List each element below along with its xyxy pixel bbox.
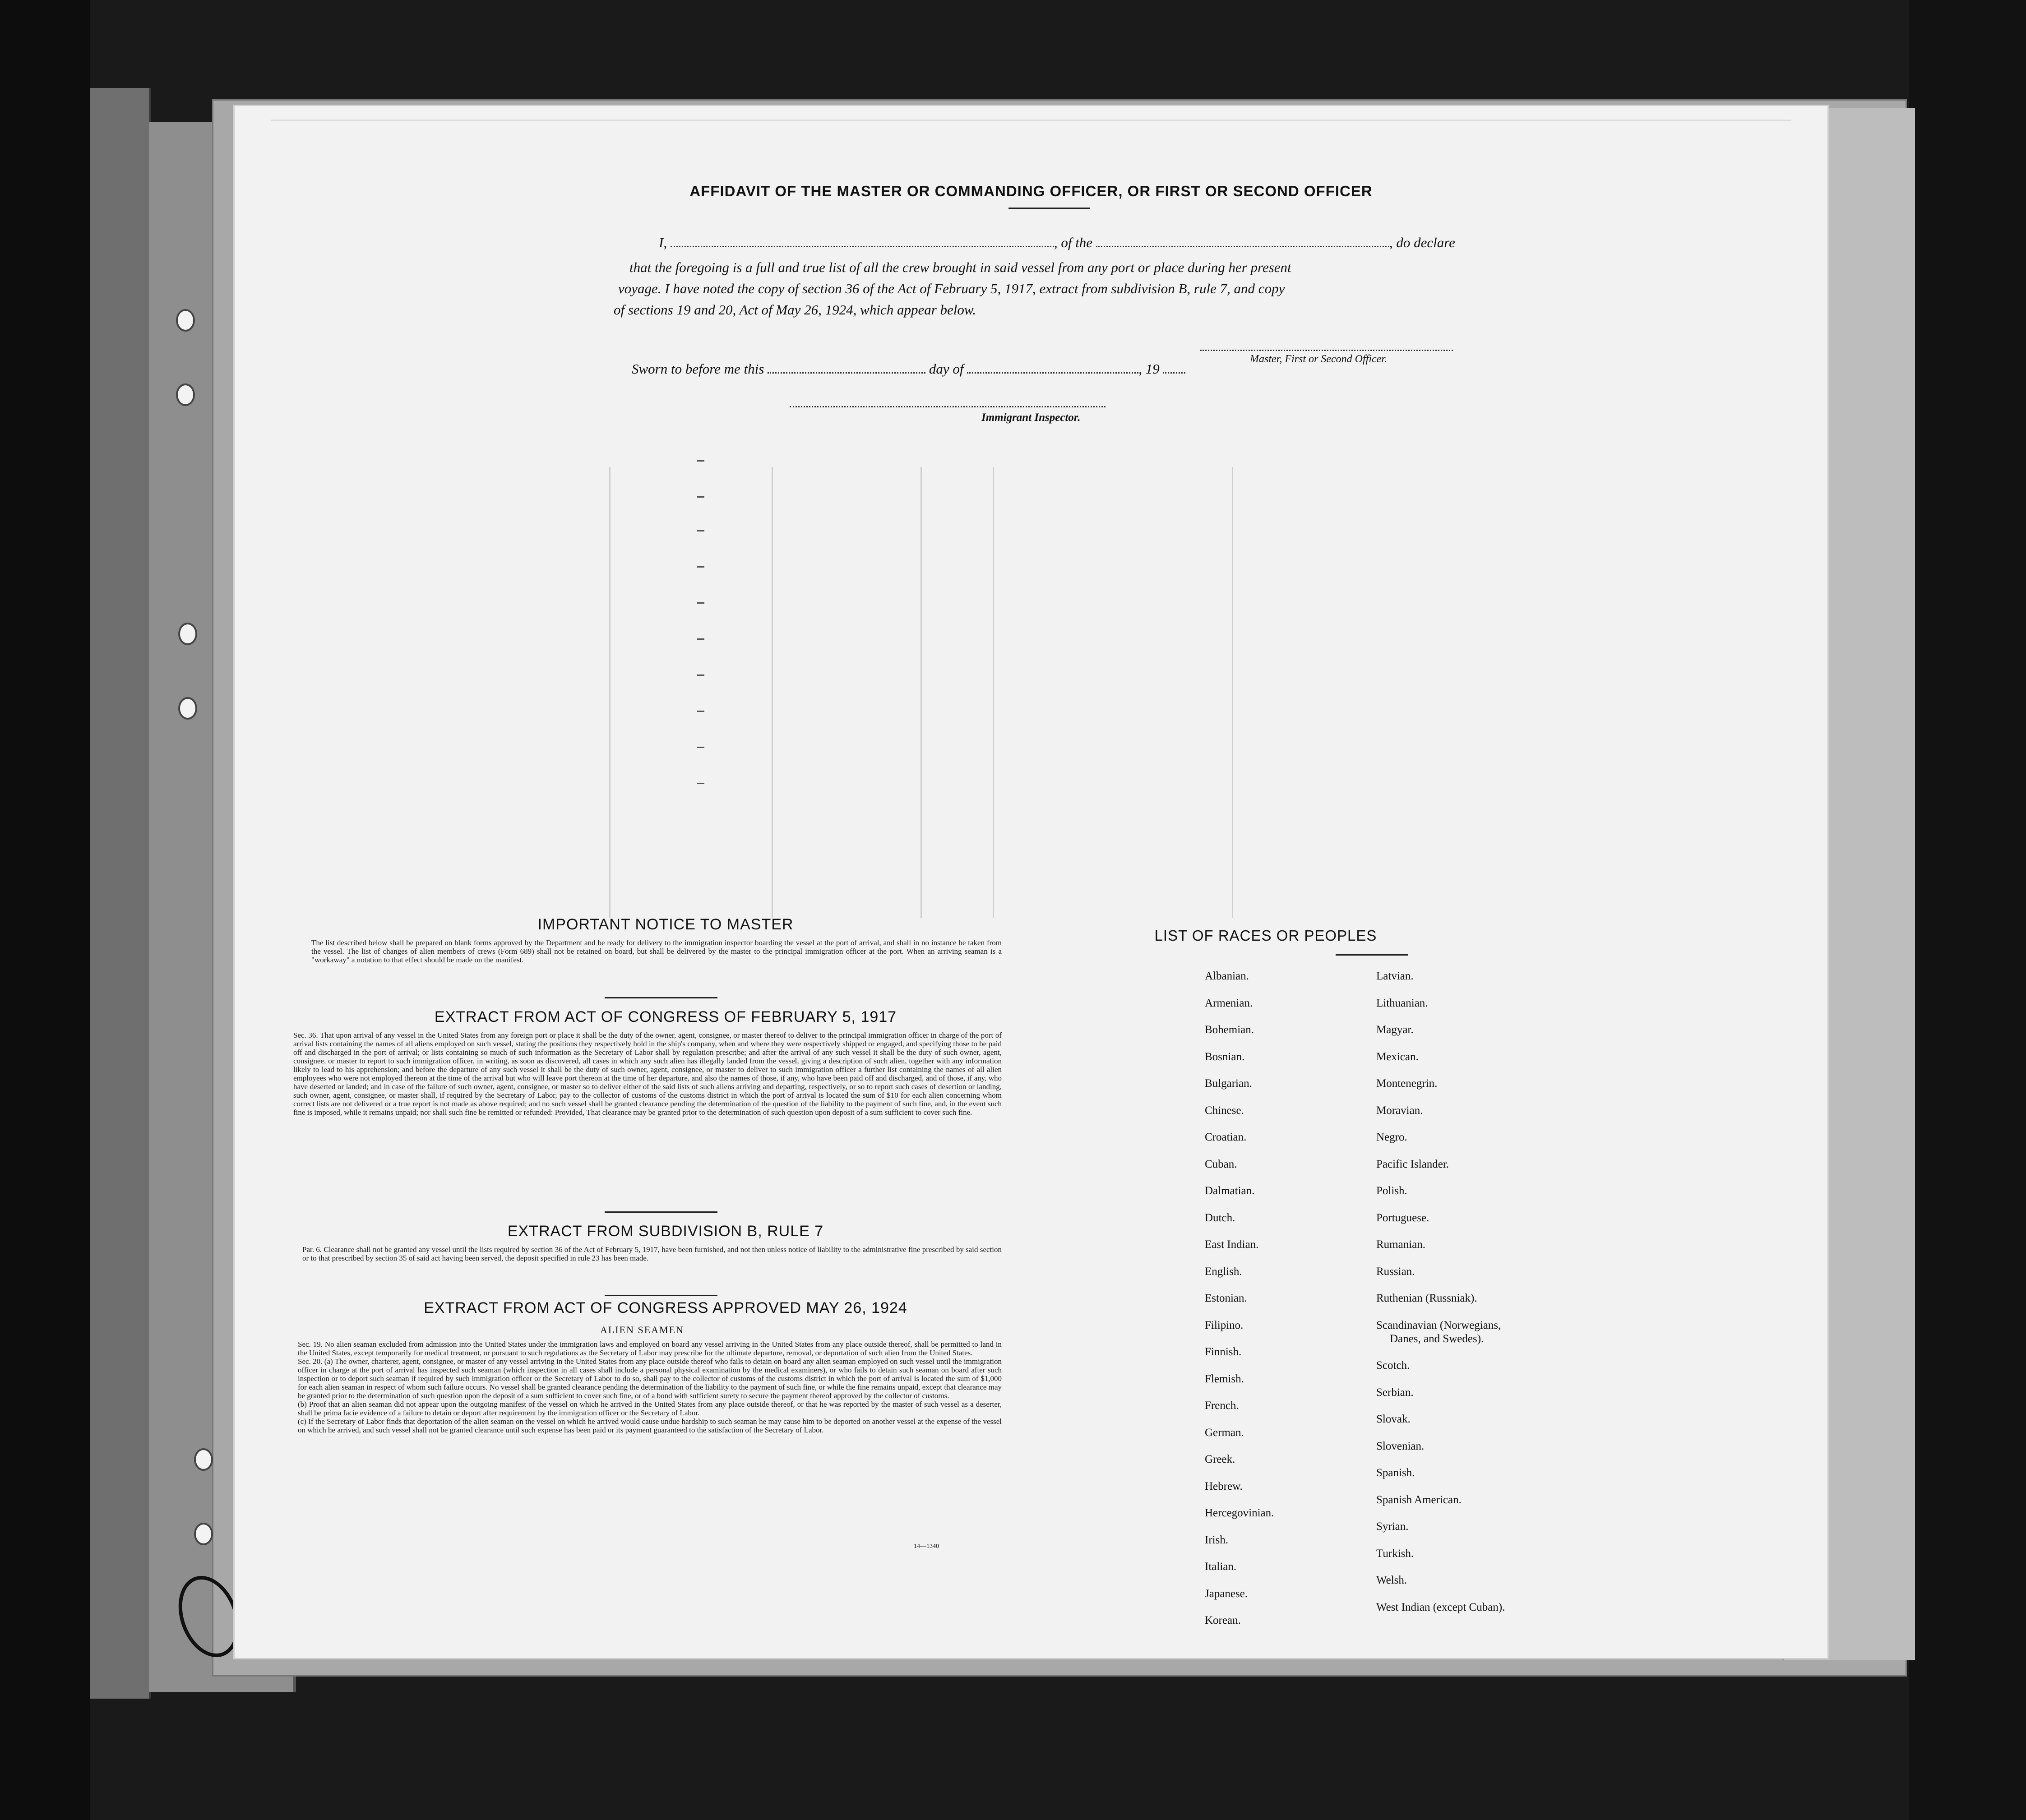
form-sheet	[235, 106, 1827, 1658]
extract-1924-title: EXTRACT FROM ACT OF CONGRESS APPROVED MAY 26, 1924	[424, 1299, 907, 1316]
master-label: Master, First or Second Officer.	[1250, 353, 1387, 365]
race-item: Slovenian.	[1376, 1440, 1425, 1452]
race-item: Bohemian.	[1205, 1024, 1254, 1036]
race-item: Welsh.	[1376, 1574, 1407, 1586]
race-item: Scandinavian (Norwegians,	[1376, 1319, 1501, 1331]
race-item: Hercegovinian.	[1205, 1507, 1274, 1519]
race-item: Armenian.	[1205, 997, 1253, 1009]
race-item: Rumanian.	[1376, 1238, 1426, 1251]
race-item: Lithuanian.	[1376, 997, 1428, 1009]
of-the-label: , of the	[1054, 235, 1093, 250]
extract-1917-text: Sec. 36. That upon arrival of any vessel in the United States from any foreign port or place it shall be the duty of the owner, agent, consignee, or master thereof to deliver to the principal immigration officer in charge of the port of arrival lists containing the names of all aliens employed on such vessel, stating the positions they respectively hold in the ship's company, when and where they were respectively shipped or engaged, and specifying those to be paid off and discharged in the port of arrival; or lists containing so much of such information as the Secretary of Labor shall by regulation prescribe; and after the arrival of any such vessel it shall be the duty of such owner, agent, consignee, or master to report to such immigration officer, in writing, as soon as discovered, all cases in which any such alien has illegally landed from the vessel, giving a description of such alien, together with any information likely to lead to his apprehension; and before the departure of any such vessel it shall be the duty of such owner, agent, consignee, or master to deliver to such immigration officer a further list containing the names of all alien employees who were not employed thereon at the time of the arrival but who will leave port thereon at the time of her departure, and also the names of those, if any, who have been paid off and discharged, and of those, if any, who have deserted or landed; and in case of the failure of such owner, agent, consignee, or master so to deliver either of the said lists of such aliens arriving and departing, respectively, or so to report such cases of desertion or landing, such owner, agent, consignee, or master shall, if required by the Secretary of Labor, pay to the collector of customs of the customs district in which the port of arrival is located the sum of $10 for each alien concerning whom correct lists are not delivered or a true report is not made as above required; and no such vessel shall be granted clearance pending the determination of the question of the liability to the payment of such fine, and, in the event such fine is imposed, while it remains unpaid; nor shall such fine be remitted or refunded: Provided, That clearance may be granted prior to the determination of such question upon deposit of a sum sufficient to cover such fine.	[293, 1031, 1002, 1117]
punch-hole	[194, 1448, 213, 1471]
race-item: Latvian.	[1376, 970, 1414, 982]
race-item: German.	[1205, 1426, 1244, 1439]
bleed-through-dash	[697, 783, 704, 784]
race-item: French.	[1205, 1400, 1239, 1412]
race-item: Portuguese.	[1376, 1211, 1429, 1224]
race-item: Scotch.	[1376, 1359, 1410, 1372]
race-item: Polish.	[1376, 1185, 1407, 1197]
race-item: Serbian.	[1376, 1386, 1414, 1399]
bleed-through-dash	[697, 674, 704, 676]
inspector-label: Immigrant Inspector.	[981, 411, 1081, 424]
notice-text: The list described below shall be prepared on blank forms approved by the Department and be ready for delivery to the immigration inspector boarding the vessel at the port of arrival, and shall in no instance be taken from the vessel. The list of changes of alien members of crews (Form 689) shall not be retained on board, but shall be delivered by the master to the principal immigration officer at the port. When an arriving seaman is a "workaway" a notation to that effect should be made on the manifest.	[311, 938, 1002, 964]
bleed-through-line	[772, 467, 773, 918]
extract-1924-text: Sec. 19. No alien seaman excluded from admission into the United States under the immigration laws and employed on board any vessel arriving in the United States from any place outside thereof, shall be permitted to land in the United States, except temporarily for medical treatment, or pursuant to such regulations as the Secretary of Labor may prescribe for the ultimate departure, removal, or deportation of such alien from the United States. Sec. 20. (a) The owner, charterer, agent, consignee, or master of any vessel arriving in the United States from any place outside thereof who fails to detain on board any alien seaman employed on such vessel until the immigration officer in charge at the port of arrival has inspected such seaman (which inspection in all cases shall include a personal physical examination by the medical examiners), or who fails to detain such seaman on board after such inspection or to deport such seaman if required by such immigration officer or the Secretary of Labor to do so, shall pay to the collector of customs of the customs district in which the port of arrival is located the sum of $1,000 for each alien seaman in respect of whom such failure occurs. No vessel shall be granted clearance pending the determination of the liability to the payment of such fine, or while the fine remains unpaid, except that clearance may be granted prior to the determination of such question upon the deposit of a sum sufficient to cover such fine, or of a bond with sufficient surety to secure the payment thereof approved by the collector of customs. (b) Proof that an alien seaman did not appear upon the outgoing manifest of the vessel on which he arrived in the United States from any place outside thereof, or that he was reported by the master of such vessel as a deserter, shall be prima facie evidence of a failure to detain or deport after requirement by the immigration officer or the Secretary of Labor. (c) If the Secretary of Labor finds that deportation of the alien seaman on the vessel on which he arrived would cause undue hardship to such seaman he may cause him to be deported on another vessel at the expense of the vessel on which he arrived, and such vessel shall not be granted clearance until such expense has been paid or its payment guaranteed to the satisfaction of the Secretary of Labor.	[298, 1340, 1002, 1434]
race-item: Estonian.	[1205, 1292, 1247, 1304]
punch-hole	[178, 623, 197, 645]
sworn-line	[632, 361, 1185, 377]
rule7-rule	[605, 1295, 717, 1296]
rule7-text: Par. 6. Clearance shall not be granted any vessel until the lists required by section 36 of the Act of February 5, 1917, have been furnished, and not then unless notice of liability to the administrative fine prescribed by said section or to that prescribed by section 35 of said act having been served, the deposit specified in rule 23 has been made.	[302, 1245, 1002, 1262]
affidavit-line-4: of sections 19 and 20, Act of May 26, 1924, which appear below.	[614, 302, 976, 318]
punch-hole	[194, 1523, 213, 1545]
rule7-title: EXTRACT FROM SUBDIVISION B, RULE 7	[507, 1223, 824, 1240]
bleed-through-line	[920, 467, 922, 918]
binder-strip	[90, 88, 151, 1699]
notice-rule	[605, 997, 717, 998]
race-item: Dutch.	[1205, 1211, 1235, 1224]
form-number: 14—1340	[914, 1543, 939, 1550]
race-item: Dalmatian.	[1205, 1185, 1255, 1197]
bleed-through-dash	[697, 530, 704, 531]
scan-edge-right	[1909, 0, 2026, 1820]
vessel-blank	[1096, 246, 1389, 247]
punch-hole	[178, 697, 197, 720]
year-blank	[1163, 372, 1185, 374]
race-item: Italian.	[1205, 1561, 1237, 1573]
race-item: Filipino.	[1205, 1319, 1244, 1331]
bleed-through-dash	[697, 747, 704, 748]
name-blank	[671, 246, 1054, 247]
sheet-top-edge	[271, 120, 1791, 121]
race-item: Albanian.	[1205, 970, 1249, 982]
bleed-through-dash	[697, 711, 704, 712]
race-item: Slovak.	[1376, 1413, 1411, 1425]
races-rule	[1336, 954, 1408, 956]
race-item: Japanese.	[1205, 1587, 1248, 1600]
do-declare-label: , do declare	[1389, 235, 1455, 250]
bleed-through-line	[609, 467, 611, 918]
sworn-day-label: day of	[929, 361, 964, 377]
extract-1917-title: EXTRACT FROM ACT OF CONGRESS OF FEBRUARY 5, 1917	[434, 1008, 897, 1025]
race-item: Magyar.	[1376, 1024, 1414, 1036]
bleed-through-line	[1232, 467, 1233, 918]
affidavit-line-3: voyage. I have noted the copy of section 36 of the Act of February 5, 1917, extract from subdivision B, rule 7, and copy	[618, 281, 1285, 296]
bleed-through-dash	[697, 602, 704, 604]
race-item: Ruthenian (Russniak).	[1376, 1292, 1477, 1304]
race-item: Greek.	[1205, 1453, 1235, 1465]
race-item: Russian.	[1376, 1265, 1415, 1278]
month-blank	[967, 372, 1138, 374]
race-item: Turkish.	[1376, 1547, 1414, 1560]
race-item: Montenegrin.	[1376, 1077, 1438, 1090]
race-item: Croatian.	[1205, 1131, 1247, 1143]
race-item: Irish.	[1205, 1534, 1229, 1546]
race-item: Moravian.	[1376, 1104, 1423, 1117]
punch-hole	[176, 383, 195, 406]
race-item: East Indian.	[1205, 1238, 1259, 1251]
race-item: Bulgarian.	[1205, 1077, 1252, 1090]
sworn-year-label: , 19	[1138, 361, 1160, 377]
race-item: Finnish.	[1205, 1346, 1242, 1358]
race-item: Korean.	[1205, 1614, 1241, 1626]
race-item: Flemish.	[1205, 1372, 1244, 1385]
affidavit-line-2: that the foregoing is a full and true list of all the crew brought in said vessel from any port or place during her present	[629, 259, 1291, 275]
bleed-through-dash	[697, 638, 704, 640]
alien-seamen-subtitle: ALIEN SEAMEN	[600, 1324, 684, 1335]
bleed-through-dash	[697, 460, 704, 462]
race-item: Spanish American.	[1376, 1493, 1462, 1506]
race-item: Mexican.	[1376, 1050, 1419, 1063]
scan-edge-left	[0, 0, 90, 1820]
punch-hole	[176, 309, 195, 332]
extract-1917-rule	[605, 1211, 717, 1213]
race-item: Syrian.	[1376, 1520, 1409, 1533]
race-item: Negro.	[1376, 1131, 1407, 1143]
inspector-signature-line	[790, 406, 1106, 407]
race-item: Chinese.	[1205, 1104, 1244, 1117]
race-item: Bosnian.	[1205, 1050, 1245, 1063]
race-item: Spanish.	[1376, 1467, 1415, 1479]
race-item: English.	[1205, 1265, 1242, 1278]
race-item: Pacific Islander.	[1376, 1158, 1449, 1170]
master-signature-line	[1200, 350, 1453, 351]
bleed-through-dash	[697, 566, 704, 568]
races-title: LIST OF RACES OR PEOPLES	[1154, 927, 1377, 944]
race-item: Danes, and Swedes).	[1390, 1332, 1484, 1345]
bleed-through-dash	[697, 496, 704, 498]
race-item: Cuban.	[1205, 1158, 1237, 1170]
title-rule	[1008, 208, 1090, 209]
affidavit-line-1	[659, 235, 1455, 251]
race-item: West Indian (except Cuban).	[1376, 1601, 1505, 1613]
bleed-through-line	[993, 467, 994, 918]
notice-title: IMPORTANT NOTICE TO MASTER	[537, 916, 794, 933]
affidavit-title: AFFIDAVIT OF THE MASTER OR COMMANDING OFFICER, OR FIRST OR SECOND OFFICER	[689, 183, 1373, 199]
sworn-prefix: Sworn to before me this	[632, 361, 764, 377]
race-item: Hebrew.	[1205, 1480, 1243, 1492]
day-blank	[768, 372, 925, 374]
i-label: I,	[659, 235, 667, 250]
